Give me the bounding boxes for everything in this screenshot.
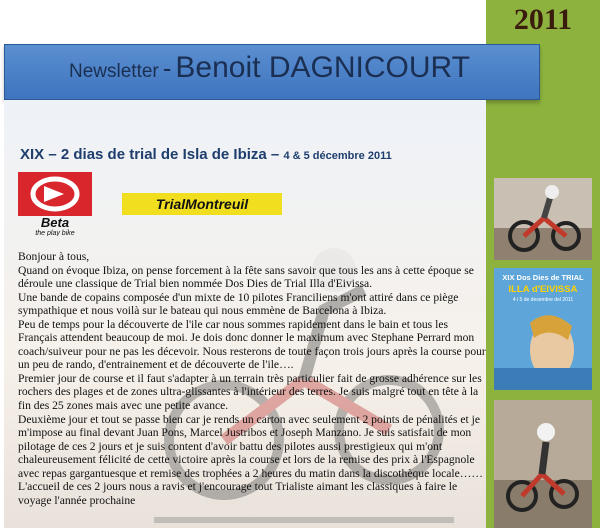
article-date: 4 & 5 décembre 2011 [283, 150, 392, 162]
article-title-text: XIX – 2 dias de trial de Isla de Ibiza – [20, 146, 280, 163]
article-title [20, 146, 392, 163]
paragraph: Quand on évoque Ibiza, on pense forcement à la fête sans savoir que tous les ans à cette époque se déroule une classique de Trial bien nommée Dos Dies de Trial Illa d'Eivissa. [18, 263, 474, 291]
beta-tagline: the play bike [35, 230, 75, 236]
paragraph: Bonjour à tous, [18, 250, 90, 263]
newsletter-label: Newsletter [69, 61, 159, 82]
poster-line2: ILLA d'EIVISSA [508, 284, 578, 295]
newsletter-header [4, 44, 540, 100]
paragraph: Premier jour de course et il faut s'adapter à un terrain très particulier fait de grosse adhérence sur les rochers des plages et de zones ultra-glissantes à l'intérieur des terres. Je suis malgré tout en tête à la fin des 25 zones mais avec une petite avance. [18, 371, 482, 413]
paragraph: L'accueil de ces 2 jours nous a ravis et j'encourage tout Trialiste aimant les classiques à faire le voyage l'année prochaine [18, 480, 458, 507]
header-text [69, 51, 470, 85]
year-label: 2011 [513, 3, 573, 36]
header-dash: - [162, 53, 172, 83]
sidebar-event-poster [494, 268, 592, 390]
paragraph: Peu de temps pour la découverte de l'ile car nous sommes rapidement dans le bain et tous les Français attendent beaucoup de moi. Je dois donc donner le maximum avec Stephane Perrard mon coach/suiveur pour ne pas les décevoir. Nous resterons de toute façon trois jours après la course pour un peu de rando, d'entrainement et de découverte de l'ile…. [18, 317, 486, 372]
paragraph: Deuxième jour et tout se passe bien car je rends un carton avec seulement 2 points de pénalités et je m'impose au final devant Juan Pons, Marcel Justribos et Joseph Manzano. Je suis satisfait de mon pilotage de ces 2 jours et je suis content d'avoir battu des pilotes aussi prestigieux qui m'ont chaleureusement félicité de cette victoire après la course et lors de la remise des prix à l'Espagnole avec repas gargantuesque et remise des trophées a 2 heures du matin dans la discothèque locale…… [18, 412, 483, 480]
author-name: Benoit DAGNICOURT [175, 51, 470, 84]
article-content [4, 100, 486, 528]
sidebar-photo-rocks [494, 400, 592, 528]
trial-montreuil-logo: TrialMontreuil [122, 193, 282, 215]
poster-line3: 4 i 5 de desembre del 2011 [512, 297, 574, 303]
paragraph: Une bande de copains composée d'un mixte de 10 pilotes Franciliens m'ont attiré dans ce piège sympathique et nous voilà sur le bateau qui nous emmène de Barcelona à Ibiza. [18, 290, 459, 318]
beta-logo [18, 172, 92, 236]
beta-brand-text: Beta [40, 215, 70, 230]
poster-line1: XIX Dos Dies de TRIAL [502, 273, 584, 282]
top-strip [0, 0, 486, 44]
article-body [18, 250, 486, 507]
sidebar-photo-rider [494, 178, 592, 260]
